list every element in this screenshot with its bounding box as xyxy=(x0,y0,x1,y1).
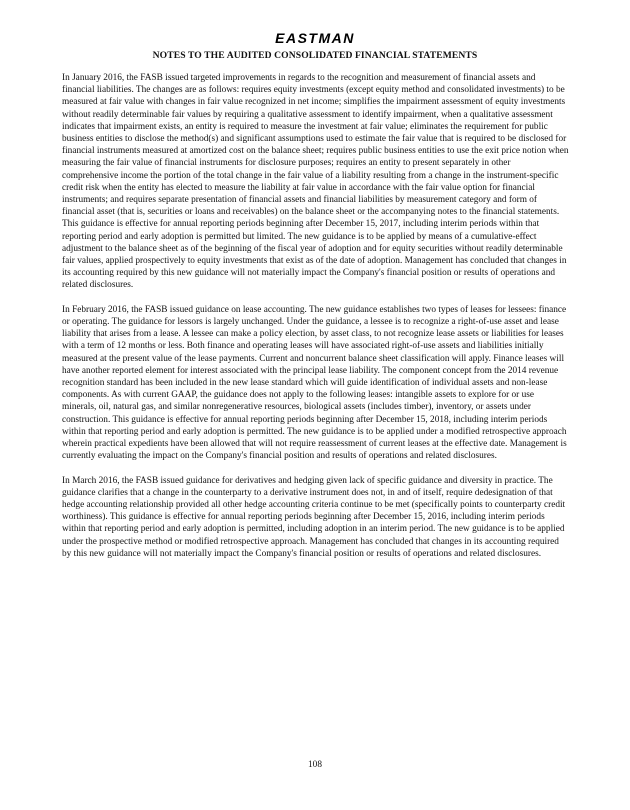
paragraph-financial-instruments: In January 2016, the FASB issued targeted improvements in regards to the recognition and measurement of financial assets and financial liabilities. The changes are as follows: requires equity investments (except equity method and consolidated investments) to be measured at fair value with changes in fair value recognized in net income; simplifies the impairment assessment of equity investments without readily determinable fair values by requiring a qualitative assessment to identify impairment, when a qualitative assessment indicates that impairment exists, an entity is required to measure the investment at fair value; eliminates the requirement for public business entities to disclose the method(s) and significant assumptions used to estimate the fair value that is required to be disclosed for financial instruments measured at amortized cost on the balance sheet; requires public business entities to use the exit price notion when measuring the fair value of financial instruments for disclosure purposes; requires an entity to present separately in other comprehensive income the portion of the total change in the fair value of a liability resulting from a change in the instrument-specific credit risk when the entity has elected to measure the liability at fair value in accordance with the fair value option for financial instruments; and requires separate presentation of financial assets and financial liabilities by measurement category and form of financial asset (that is, securities or loans and receivables) on the balance sheet or the accompanying notes to the financial statements. This guidance is effective for annual reporting periods beginning after December 15, 2017, including interim periods within that reporting period and early adoption is permitted but limited. The new guidance is to be applied by means of a cumulative-effect adjustment to the balance sheet as of the beginning of the fiscal year of adoption and for equity securities without readily determinable fair values, applied prospectively to equity investments that exist as of the date of adoption. Management has concluded that changes in its accounting required by this new guidance will not materially impact the Company's financial position or results of operations and related disclosures. xyxy=(62,73,569,291)
paragraph-derivatives-hedging: In March 2016, the FASB issued guidance for derivatives and hedging given lack of specific guidance and diversity in practice. The guidance clarifies that a change in the counterparty to a derivative instrument does not, in and of itself, require dedesignation of that hedge accounting relationship provided all other hedge accounting criteria continue to be met (specifically points to counterparty credit worthiness). This guidance is effective for annual reporting periods beginning after December 15, 2016, including interim periods within that reporting period and early adoption is permitted, including adoption in an interim period. The new guidance is to be applied under the prospective method or modified retrospective approach. Management has concluded that changes in its accounting required by this new guidance will not materially impact the Company's financial position or results of operations and related disclosures. xyxy=(62,475,566,559)
paragraph-lease-accounting: In February 2016, the FASB issued guidance on lease accounting. The new guidance establishes two types of leases for lessees: finance or operating. The guidance for lessors is largely unchanged. Under the guidance, a lessee is to recognize a right-of-use asset and lease liability that arises from a lease. A lessee can make a policy election, by asset class, to not recognize lease assets or liabilities for leases with a term of 12 months or less. Both finance and operating leases will have associated right-of-use assets and liabilities initially measured at the present value of the lease payments. Current and noncurrent balance sheet classification will apply. Finance leases will have another reported element for interest associated with the principal lease liability. The component concept from the 2014 revenue recognition standard has been included in the new lease standard which will guide identification of individual assets and non-lease components. As with current GAAP, the guidance does not apply to the following leases: intangible assets to explore for or use minerals, oil, natural gas, and similar nonregenerative resources, biological assets (includes timber), inventory, or assets under construction. This guidance is effective for annual reporting periods beginning after December 15, 2018, including interim periods within that reporting period and early adoption is permitted. The new guidance is to be applied under a modified retrospective approach wherein practical expedients have been allowed that will not require reassessment of current leases at the effective date. Management is currently evaluating the impact on the Company's financial position and results of operations and related disclosures. xyxy=(62,304,567,462)
page-title: NOTES TO THE AUDITED CONSOLIDATED FINANCIAL STATEMENTS xyxy=(152,50,478,61)
body-text xyxy=(62,72,569,572)
company-logo: EASTMAN xyxy=(275,30,355,46)
page-number: 108 xyxy=(308,760,322,770)
